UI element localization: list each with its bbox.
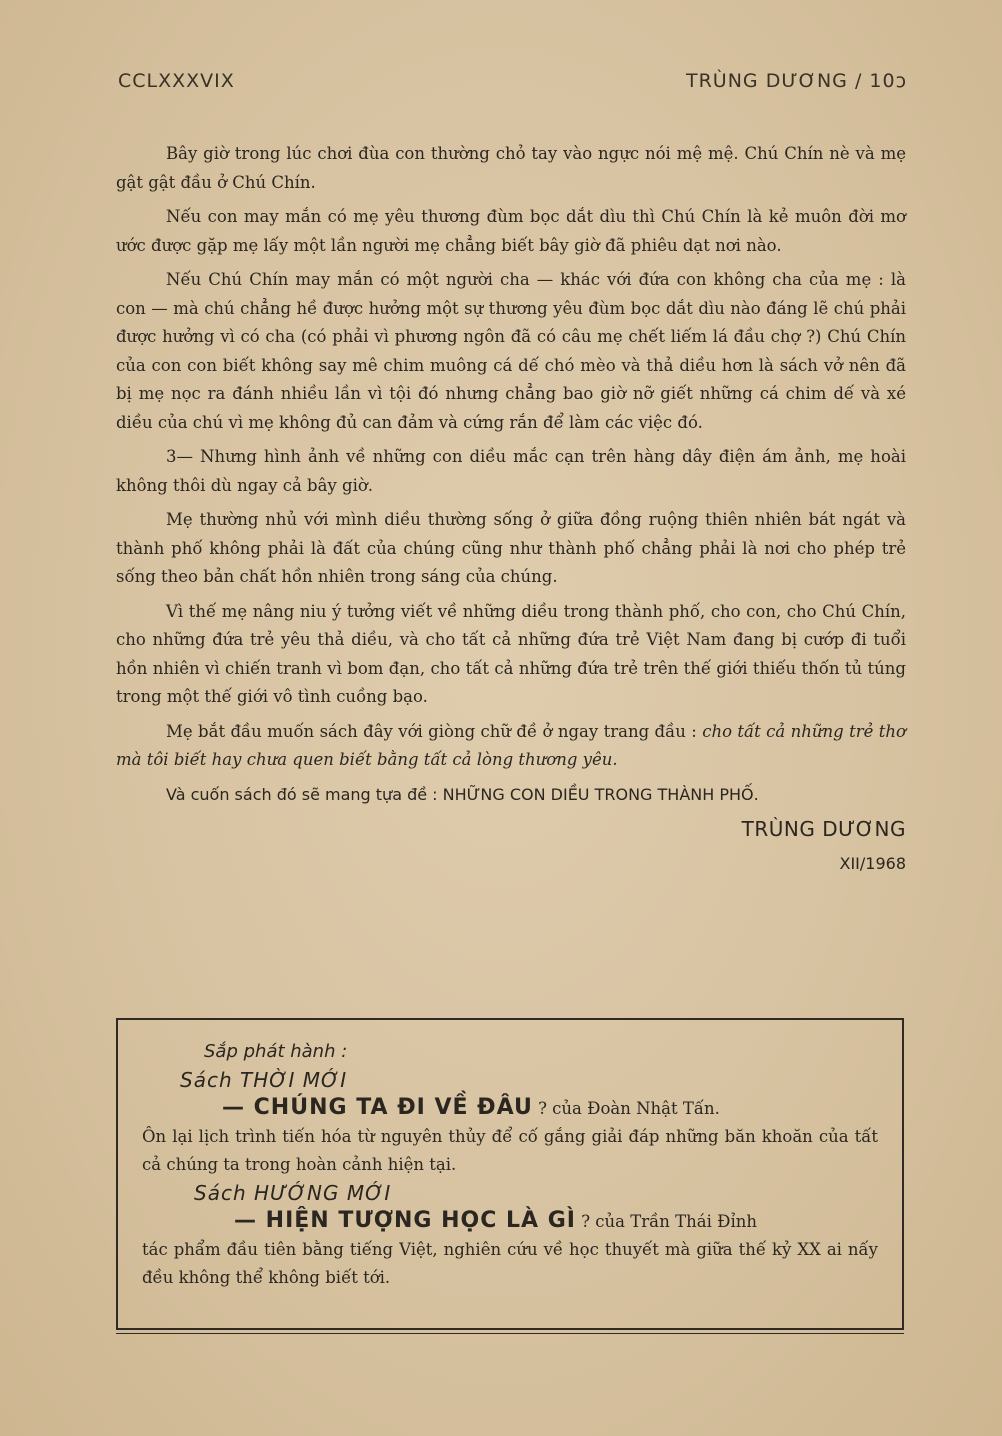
date: XII/1968 (839, 853, 906, 873)
series-name: Sách THỜI MỚI (180, 1068, 348, 1092)
book-title-line: Và cuốn sách đó sẽ mang tựa đề : NHỮNG CON DIỀU TRONG THÀNH PHỐ. (166, 784, 759, 804)
dedication-text: cho tất cả những trẻ thơ mà tôi biết hay chưa quen biết bằng tất cả lòng thương yêu. (116, 721, 906, 769)
paragraph: Nếu con may mắn có mẹ yêu thương đùm bọc dắt dìu thì Chú Chín là kẻ muôn đời mơ ước được gặp mẹ lấy một lần người mẹ chẳng biết bây giờ đã phiêu dạt nơi nào. (116, 207, 906, 255)
page-number-roman: CCLXXXVIX (118, 70, 235, 92)
page-header (118, 70, 907, 92)
book-author: ? của Đoàn Nhật Tấn. (538, 1099, 720, 1118)
series-name: Sách HƯỚNG MỚI (194, 1181, 392, 1205)
box-underline (116, 1333, 904, 1334)
main-text (116, 140, 906, 884)
announcement-heading: Sắp phát hành : (204, 1041, 348, 1062)
book-entry (222, 1094, 878, 1123)
dedication-lead: Mẹ bắt đầu muốn sách đây với giòng chữ đề ở ngay trang đầu : (166, 721, 697, 741)
paragraph: Mẹ thường nhủ với mình diều thường sống ở giữa đồng ruộng thiên nhiên bát ngát và thành phố không phải là đất của chúng cũng như thành phố chẳng phải là nơi cho phép trẻ sống theo bản chất hồn nhiên trong sáng của chúng. (116, 510, 906, 586)
book-description: tác phẩm đầu tiên bằng tiếng Việt, nghiên cứu về học thuyết mà giữa thế kỷ XX ai nấy đều không thể không biết tới. (142, 1240, 878, 1287)
announcement-box (116, 1018, 904, 1330)
paragraph: 3— Nhưng hình ảnh về những con diều mắc cạn trên hàng dây điện ám ảnh, mẹ hoài không thôi dù ngay cả bây giờ. (116, 447, 906, 495)
author-signature: TRÙNG DƯƠNG (741, 817, 906, 841)
book-author: ? của Trần Thái Đỉnh (581, 1212, 757, 1231)
book-description: Ôn lại lịch trình tiến hóa từ nguyên thủy để cố gắng giải đáp những băn khoăn của tất cả chúng ta trong hoàn cảnh hiện tại. (142, 1127, 878, 1174)
book-title: — CHÚNG TA ĐI VỀ ĐÂU (222, 1095, 533, 1120)
paragraph: Nếu Chú Chín may mắn có một người cha — khác với đứa con không cha của mẹ : là con — mà chú chẳng hề được hưởng một sự thương yêu đùm bọc dắt dìu nào đáng lẽ chú phải được hưởng vì có cha (có phải vì phương ngôn đã có câu mẹ chết liếm lá đầu chợ ?) Chú Chín của con con biết không say mê chim muông cá dế chó mèo và thả diều hơn là sách vở nên đã bị mẹ nọc ra đánh nhiều lần vì tội đó nhưng chẳng bao giờ nỡ giết những cá chim dế và xé diều của chú vì mẹ không đủ can đảm và cứng rắn để làm các việc đó. (116, 270, 906, 432)
book-entry (234, 1207, 878, 1236)
book-title: — HIỆN TƯỢNG HỌC LÀ GÌ (234, 1208, 576, 1233)
running-title: TRÙNG DƯƠNG / 10ͻ (686, 70, 907, 92)
dedication-paragraph (116, 718, 906, 775)
paragraph: Bây giờ trong lúc chơi đùa con thường chỏ tay vào ngực nói mệ mệ. Chú Chín nè và mẹ gật gật đầu ở Chú Chín. (116, 144, 906, 192)
paragraph: Vì thế mẹ nâng niu ý tưởng viết về những diều trong thành phố, cho con, cho Chú Chín, cho những đứa trẻ yêu thả diều, và cho tất cả những đứa trẻ Việt Nam đang bị cướp đi tuổi hồn nhiên vì chiến tranh vì bom đạn, cho tất cả những đứa trẻ trên thế giới thiếu thốn tủ túng trong một thế giới vô tình cuồng bạo. (116, 601, 906, 706)
